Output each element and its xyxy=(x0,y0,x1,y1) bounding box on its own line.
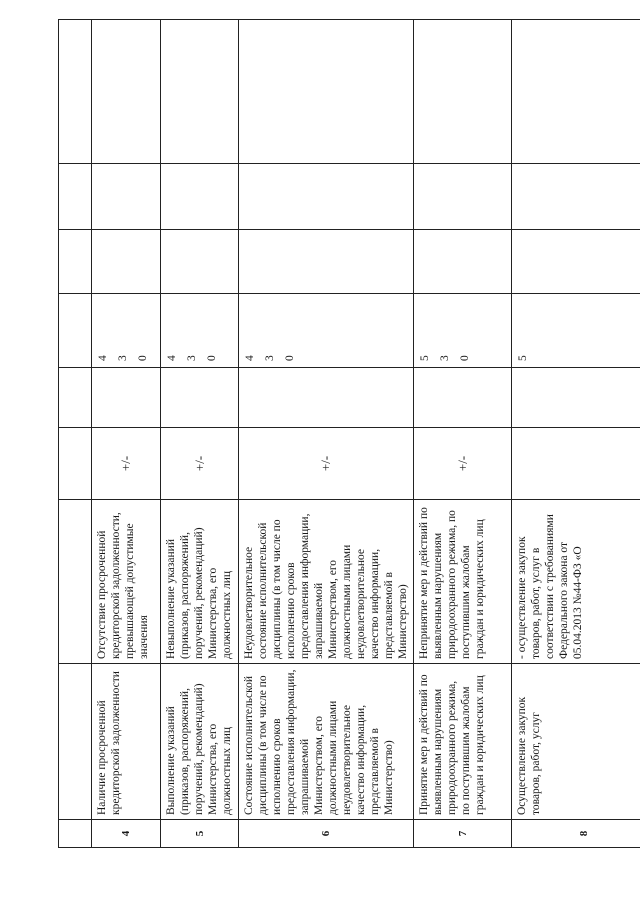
activity-cell: Состояние исполнительской дисциплины (в том числе по исполнению сроков предоставления информации, запрашиваемой Министерством, его должностными лицами неудовлетворительное качество информации, представляемой в Министерство) xyxy=(239,664,414,820)
score-value: 4 xyxy=(97,355,109,361)
sign-cell: +/- xyxy=(414,428,512,500)
criterion-cell: Невыполнение указаний (приказов, распоряжений, поручений, рекомендаций) Министерства, его должностных лиц xyxy=(161,500,239,664)
score-cell xyxy=(92,294,161,368)
table-cell xyxy=(59,294,92,368)
score-value: 3 xyxy=(186,355,198,361)
evaluation-table xyxy=(58,19,640,848)
row-number: 4 xyxy=(92,820,161,848)
table-cell xyxy=(59,428,92,500)
table-cell xyxy=(239,230,414,294)
score-value: 0 xyxy=(459,355,471,361)
table-cell xyxy=(239,368,414,428)
table-cell xyxy=(239,164,414,230)
score-cell xyxy=(161,294,239,368)
table-cell xyxy=(512,20,640,164)
activity-cell: Принятие мер и действий по выявленным нарушениям природоохранного режима, по поступившим жалобам граждан и юридических лиц xyxy=(414,664,512,820)
table-row-top xyxy=(59,20,92,848)
table-cell xyxy=(161,20,239,164)
score-cell xyxy=(512,294,640,368)
row-number: 6 xyxy=(239,820,414,848)
score-value: 0 xyxy=(137,355,149,361)
table-cell xyxy=(414,164,512,230)
table-cell xyxy=(59,500,92,664)
table-cell xyxy=(92,164,161,230)
rotated-table-wrapper xyxy=(58,20,618,848)
table-cell xyxy=(414,368,512,428)
criterion-cell: Неудовлетворительное состояние исполнительской дисциплины (в том числе по исполнению сроков предоставления информации, запрашиваемой Министерством, его должностными лицами неудовлетворительное качество информации, представляемой в Министерство) xyxy=(239,500,414,664)
score-value: 3 xyxy=(264,355,276,361)
table-cell xyxy=(59,368,92,428)
sign-cell: +/- xyxy=(92,428,161,500)
table-cell xyxy=(59,664,92,820)
table-cell xyxy=(161,164,239,230)
score-value: 5 xyxy=(419,355,431,361)
row-number: 7 xyxy=(414,820,512,848)
table-cell xyxy=(59,164,92,230)
score-cell xyxy=(239,294,414,368)
table-cell xyxy=(512,164,640,230)
score-value: 3 xyxy=(117,355,129,361)
score-cell xyxy=(414,294,512,368)
activity-cell: Выполнение указаний (приказов, распоряжений, поручений, рекомендаций) Министерства, его должностных лиц xyxy=(161,664,239,820)
score-value: 4 xyxy=(166,355,178,361)
table-cell xyxy=(92,230,161,294)
table-cell xyxy=(161,368,239,428)
score-value: 0 xyxy=(284,355,296,361)
table-row xyxy=(92,20,161,848)
table-row xyxy=(239,20,414,848)
activity-cell: Осуществление закупок товаров, работ, услуг xyxy=(512,664,640,820)
table-cell xyxy=(161,230,239,294)
table-cell xyxy=(512,230,640,294)
table-row xyxy=(414,20,512,848)
table-cell xyxy=(414,20,512,164)
score-value: 5 xyxy=(517,355,529,361)
score-value: 4 xyxy=(244,355,256,361)
table-cell xyxy=(92,368,161,428)
table-row xyxy=(161,20,239,848)
sign-cell: +/- xyxy=(239,428,414,500)
table-cell xyxy=(59,20,92,164)
activity-cell: Наличие просроченной кредиторской задолженности xyxy=(92,664,161,820)
table-cell xyxy=(239,20,414,164)
table-cell xyxy=(92,20,161,164)
criterion-cell: - осуществление закупок товаров, работ, услуг в соответствии с требованиями Федерального закона от 05.04.2013 №44-ФЗ «О xyxy=(512,500,640,664)
sign-cell xyxy=(512,428,640,500)
score-value: 3 xyxy=(439,355,451,361)
score-value: 0 xyxy=(206,355,218,361)
row-number: 5 xyxy=(161,820,239,848)
criterion-cell: Непринятие мер и действий по выявленным нарушениям природоохранного режима, по поступившим жалобам граждан и юридических лиц xyxy=(414,500,512,664)
sign-cell: +/- xyxy=(161,428,239,500)
table-row xyxy=(512,20,640,848)
table-cell xyxy=(59,230,92,294)
row-number: 8 xyxy=(512,820,640,848)
table-cell xyxy=(414,230,512,294)
criterion-cell: Отсутствие просроченной кредиторской задолженности, превышающей допустимые значения xyxy=(92,500,161,664)
table-cell xyxy=(512,368,640,428)
table-cell xyxy=(59,820,92,848)
